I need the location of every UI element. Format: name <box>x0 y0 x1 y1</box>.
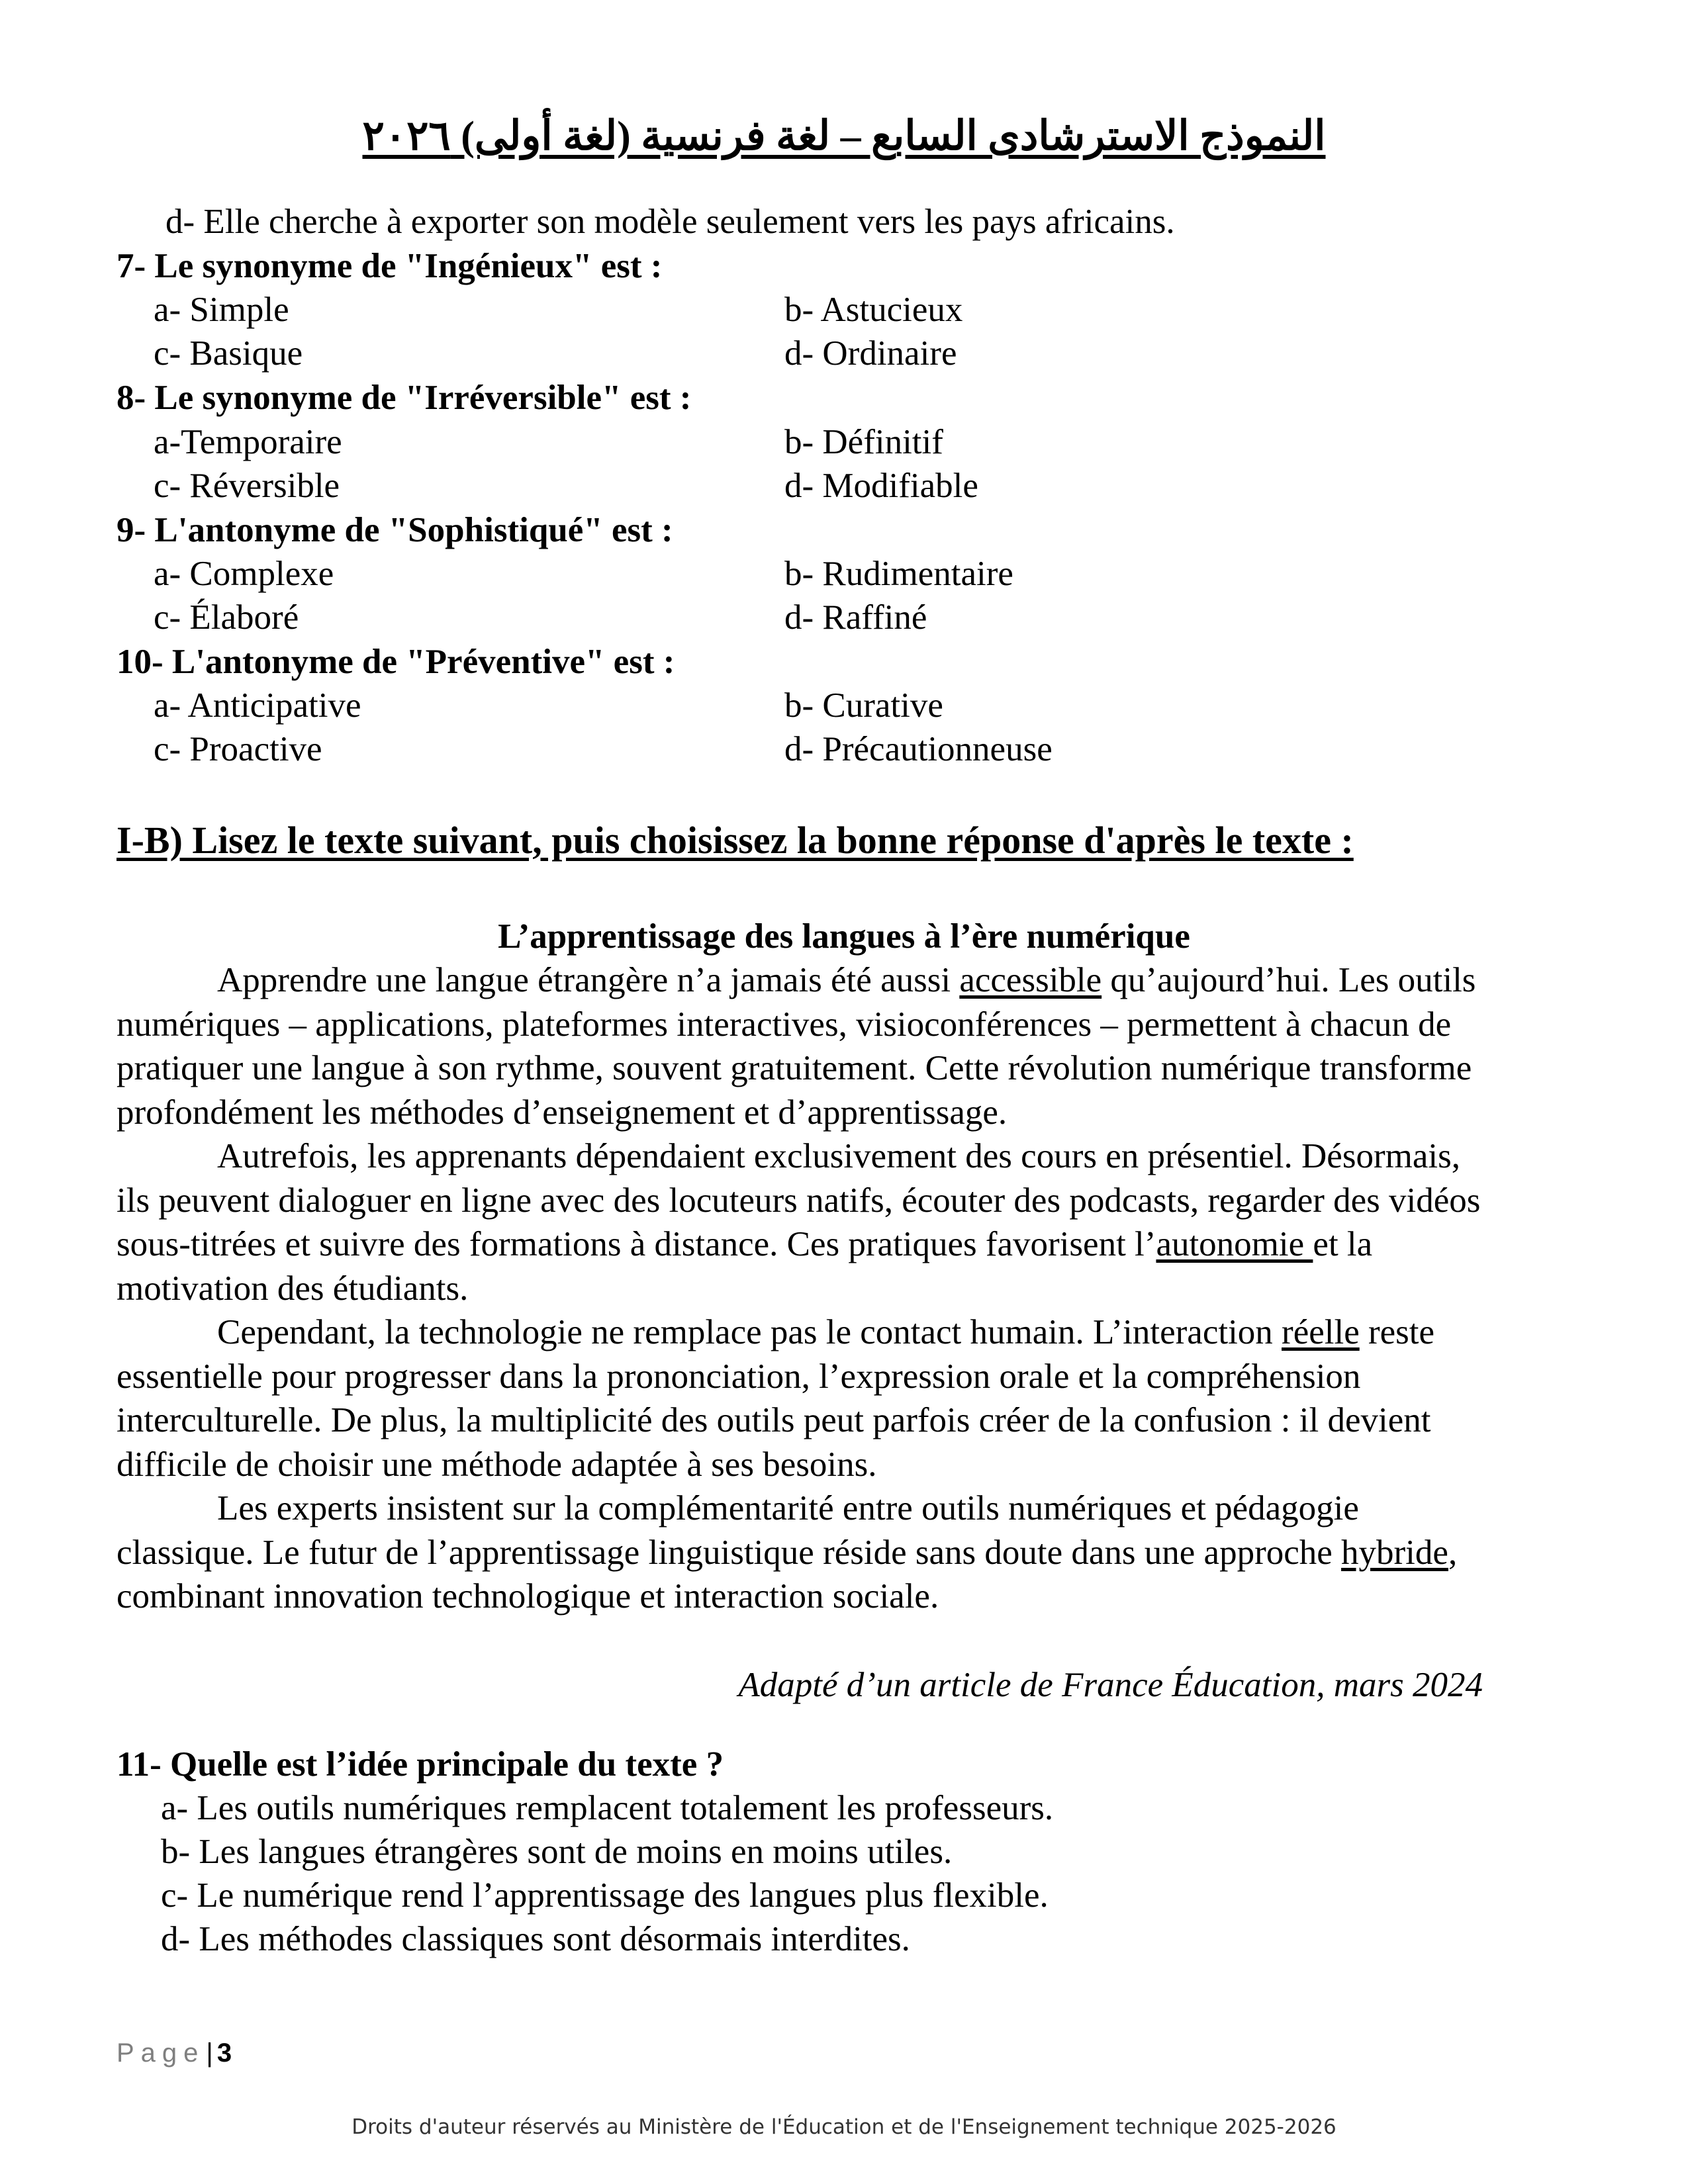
footer-separator: | <box>206 2038 213 2068</box>
question-10-option-a: a- Anticipative <box>154 686 361 725</box>
question-11-option-a: a- Les outils numériques remplacent totalement les professeurs. <box>161 1789 1054 1827</box>
paragraph-4-text-start: Les experts insistent sur la complémentarité entre outils numériques et pédagogie classique. Le futur de l’apprentissage linguistique réside sans doute dans une approche <box>117 1489 1359 1572</box>
question-8-option-c: c- Réversible <box>154 467 340 505</box>
paragraph-2-text-end: et la motivation des étudiants. <box>117 1225 1373 1308</box>
question-8: 8- Le synonyme de "Irréversible" est : <box>117 379 692 417</box>
question-10-option-b: b- Curative <box>784 686 943 725</box>
question-7-option-b: b- Astucieux <box>784 291 963 329</box>
exam-header-title: النموذج الاسترشادى السابع – لغة فرنسية (لغة أولى) ٢٠٢٦ <box>362 114 1326 159</box>
question-10-option-d: d- Précautionneuse <box>784 730 1053 768</box>
question-7-option-c: c- Basique <box>154 334 303 373</box>
page-label: Page <box>117 2038 205 2068</box>
reading-passage <box>117 958 1493 1619</box>
question-10: 10- L'antonyme de "Préventive" est : <box>117 643 675 681</box>
underlined-word-accessible: accessible <box>959 961 1102 999</box>
question-7-option-a: a- Simple <box>154 291 289 329</box>
underlined-word-hybride: hybride <box>1341 1533 1448 1572</box>
reading-paragraph-1 <box>117 958 1493 1134</box>
question-8-option-a: a-Temporaire <box>154 423 342 461</box>
question-9-option-a: a- Complexe <box>154 555 334 593</box>
paragraph-1-text-start: Apprendre une langue étrangère n’a jamais été aussi <box>217 961 960 999</box>
question-11-option-b: b- Les langues étrangères sont de moins en moins utiles. <box>161 1833 953 1871</box>
question-11: 11- Quelle est l’idée principale du texte ? <box>117 1745 724 1784</box>
reading-source: Adapté d’un article de France Éducation, mars 2024 <box>738 1666 1483 1704</box>
question-11-option-c: c- Le numérique rend l’apprentissage des langues plus flexible. <box>161 1876 1049 1915</box>
section-title: I-B) Lisez le texte suivant, puis choisissez la bonne réponse d'après le texte : <box>117 819 1354 862</box>
question-11-option-d: d- Les méthodes classiques sont désormais interdites. <box>161 1920 910 1958</box>
carry-over-option-d: d- Elle cherche à exporter son modèle seulement vers les pays africains. <box>165 203 1175 241</box>
reading-title: L’apprentissage des langues à l’ère numérique <box>498 917 1190 956</box>
paragraph-4-text-end: , combinant innovation technologique et interaction sociale. <box>117 1533 1458 1615</box>
paragraph-2-text-start: Autrefois, les apprenants dépendaient exclusivement des cours en présentiel. Désormais, ils peuvent dialoguer en ligne avec des locuteurs natifs, écouter des podcasts, regarder des vidéos sous-titrées et suivre des formations à distance. Ces pratiques favorisent l’ <box>117 1137 1481 1263</box>
reading-paragraph-4 <box>117 1486 1493 1619</box>
question-8-option-d: d- Modifiable <box>784 467 978 505</box>
reading-paragraph-3 <box>117 1310 1493 1486</box>
question-7-option-d: d- Ordinaire <box>784 334 957 373</box>
paragraph-3-text-start: Cependant, la technologie ne remplace pas le contact humain. L’interaction <box>217 1313 1282 1351</box>
underlined-word-autonomie: autonomie <box>1156 1225 1313 1263</box>
underlined-word-reelle: réelle <box>1282 1313 1360 1351</box>
question-9-option-c: c- Élaboré <box>154 598 299 637</box>
reading-paragraph-2 <box>117 1134 1493 1310</box>
question-10-option-c: c- Proactive <box>154 730 322 768</box>
question-8-option-b: b- Définitif <box>784 423 943 461</box>
question-9: 9- L'antonyme de "Sophistiqué" est : <box>117 511 673 549</box>
copyright-notice: Droits d'auteur réservés au Ministère de l'Éducation et de l'Enseignement technique 2025-2026 <box>352 2115 1336 2139</box>
question-7: 7- Le synonyme de "Ingénieux" est : <box>117 247 663 285</box>
paragraph-3-text-end: reste essentielle pour progresser dans la prononciation, l’expression orale et la compréhension interculturelle. De plus, la multiplicité des outils peut parfois créer de la confusion : il devient difficile de choisir une méthode adaptée à ses besoins. <box>117 1313 1435 1484</box>
page-number: 3 <box>216 2038 232 2068</box>
question-9-option-b: b- Rudimentaire <box>784 555 1013 593</box>
paragraph-1-text-end: qu’aujourd’hui. Les outils numériques – applications, plateformes interactives, visioconférences – permettent à chacun de pratiquer une langue à son rythme, souvent gratuitement. Cette révolution numérique transforme profondément les méthodes d’enseignement et d’apprentissage. <box>117 961 1476 1132</box>
page-number-footer <box>117 2038 232 2068</box>
question-9-option-d: d- Raffiné <box>784 598 927 637</box>
